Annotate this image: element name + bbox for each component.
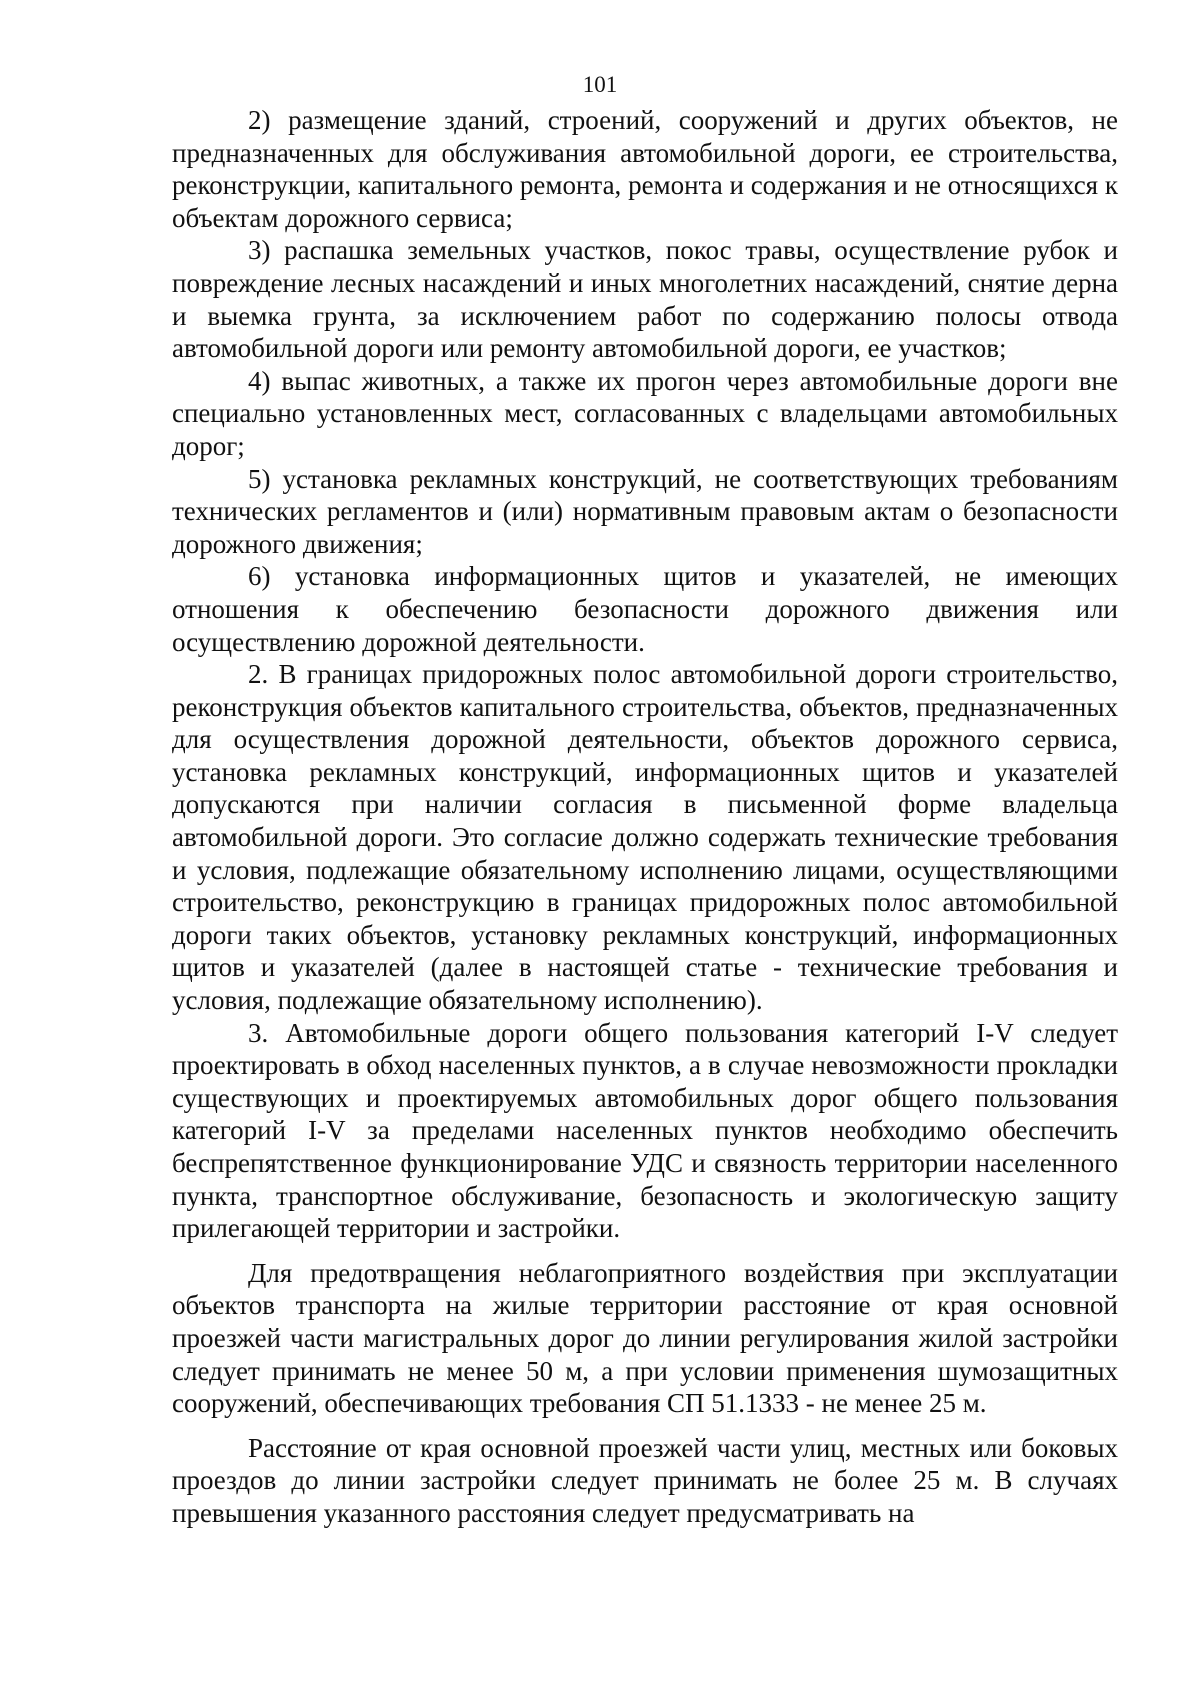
page-number: 101 — [582, 72, 618, 97]
paragraph-building-line: Расстояние от края основной проезжей части улиц, местных или боковых проездов до линии застройки следует принимать не более 25 м. В случаях превышения указанного расстояния следует предусматривать на — [172, 1432, 1118, 1528]
paragraph-section-3: 3. Автомобильные дороги общего пользования категорий I-V следует проектировать в обход населенных пунктов, а в случае невозможности прокладки существующих и проектируемых автомобильных дорог общего пользования категорий I-V за пределами населенных пунктов необходимо обеспечить беспрепятственное функционирование УДС и связность территории населенного пункта, транспортное обслуживание, безопасность и экологическую защиту прилегающей территории и застройки. — [172, 1017, 1118, 1244]
paragraph-item-4: 4) выпас животных, а также их прогон через автомобильные дороги вне специально установленных мест, согласованных с владельцами автомобильных дорог; — [172, 365, 1118, 461]
paragraph-item-2: 2) размещение зданий, строений, сооружений и других объектов, не предназначенных для обслуживания автомобильной дороги, ее строительства, реконструкции, капитального ремонта, ремонта и содержания и не относящихся к объектам дорожного сервиса; — [172, 105, 1118, 233]
paragraph-item-3: 3) распашка земельных участков, покос травы, осуществление рубок и повреждение лесных насаждений и иных многолетних насаждений, снятие дерна и выемка грунта, за исключением работ по содержанию полосы отвода автомобильной дороги или ремонту автомобильной дороги, ее участков; — [172, 235, 1118, 364]
paragraph-item-6: 6) установка информационных щитов и указателей, не имеющих отношения к обеспечению безопасности дорожного движения или осуществлению дорожной деятельности. — [172, 561, 1118, 657]
paragraph-section-2: 2. В границах придорожных полос автомобильной дороги строительство, реконструкция объектов капитального строительства, объектов, предназначенных для осуществления дорожной деятельности, объектов дорожного сервиса, установка рекламных конструкций, информационных щитов и указателей допускаются при наличии согласия в письменной форме владельца автомобильной дороги. Это согласие должно содержать технические требования и условия, подлежащие обязательному исполнению лицами, осуществляющими строительство, реконструкцию в границах придорожных полос автомобильной дороги таких объектов, установку рекламных конструкций, информационных щитов и указателей (далее в настоящей статье - технические требования и условия, подлежащие обязательному исполнению). — [172, 659, 1118, 1016]
paragraph-noise-protection: Для предотвращения неблагоприятного воздействия при эксплуатации объектов транспорта на жилые территории расстояние от края основной проезжей части магистральных дорог до линии регулирования жилой застройки следует принимать не менее 50 м, а при условии применения шумозащитных сооружений, обеспечивающих требования СП 51.1333 - не менее 25 м. — [172, 1257, 1118, 1419]
paragraph-item-5: 5) установка рекламных конструкций, не соответствующих требованиям технических регламентов и (или) нормативным правовым актам о безопасности дорожного движения; — [172, 463, 1118, 559]
document-body — [172, 104, 1118, 1530]
